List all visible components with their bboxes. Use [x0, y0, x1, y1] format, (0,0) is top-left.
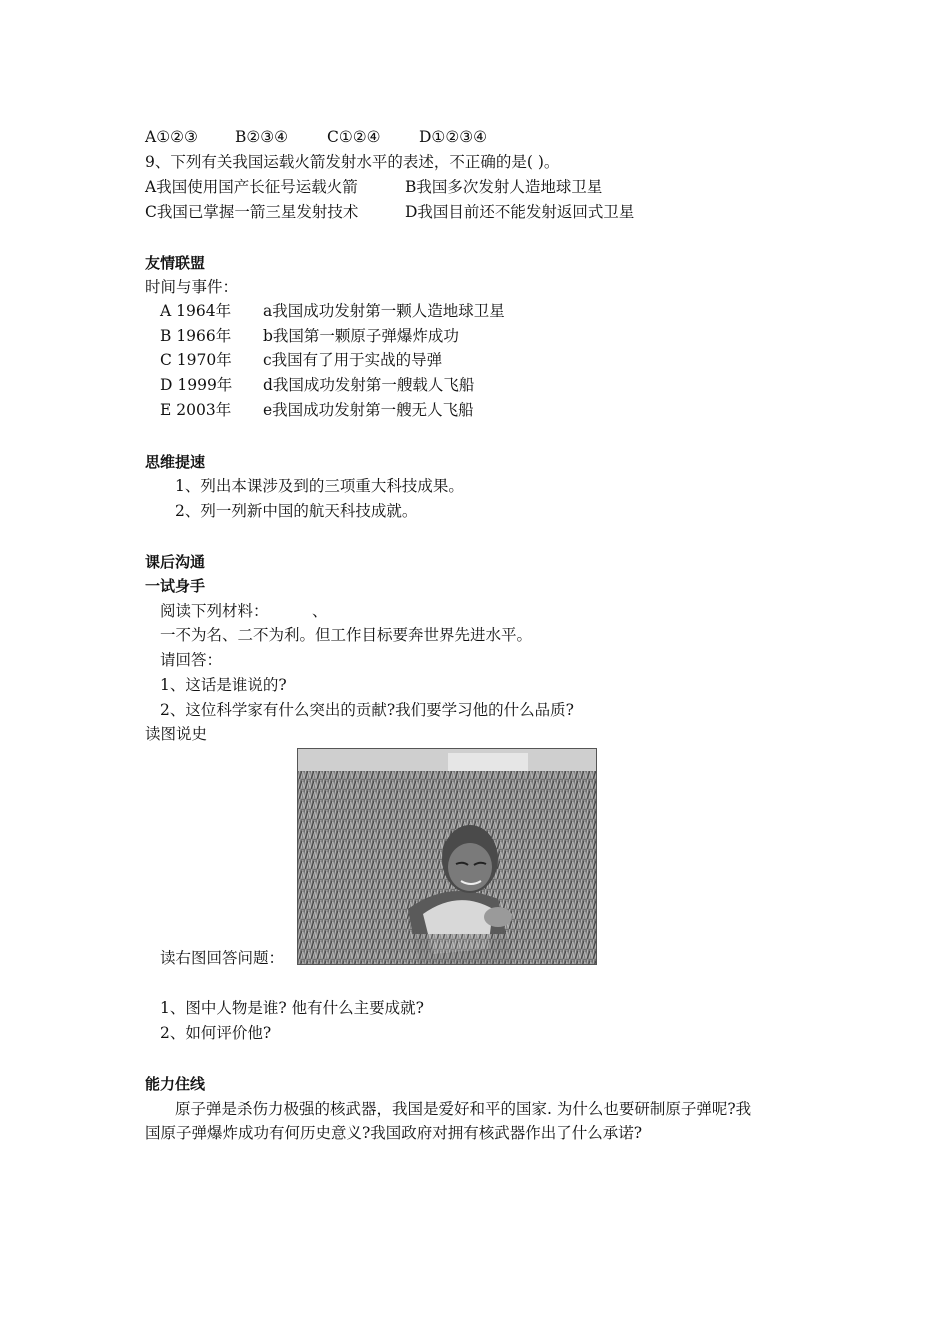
- scientist-in-rice-field-photo: [297, 748, 597, 965]
- q8-option-a: A①②③: [145, 128, 198, 146]
- q8-option-d: D①②③④: [419, 128, 488, 146]
- friendship-year: C 1970年: [160, 351, 232, 369]
- after-class-question-1: 1、这话是谁说的?: [160, 676, 287, 694]
- thinking-item-1: 1、列出本课涉及到的三项重大科技成果。: [175, 477, 464, 495]
- friendship-year: D 1999年: [160, 376, 233, 394]
- thinking-heading: 思维提速: [145, 453, 206, 471]
- friendship-event: d我国成功发射第一艘载人飞船: [263, 376, 475, 394]
- after-class-heading: 课后沟通: [145, 553, 206, 571]
- friendship-row: [160, 398, 474, 422]
- photo-illustration: [298, 749, 596, 964]
- friendship-event: a我国成功发射第一颗人造地球卫星: [263, 302, 505, 320]
- ability-heading: 能力住线: [145, 1075, 206, 1093]
- picture-history-heading: 读图说史: [145, 725, 208, 743]
- q9-option-d: D我国目前还不能发射返回式卫星: [405, 203, 635, 221]
- read-material-label: [160, 599, 328, 623]
- ability-paragraph-line-2: 国原子弹爆炸成功有何历史意义?我国政府对拥有核武器作出了什么承诺?: [145, 1124, 643, 1142]
- q9-options-row2: [145, 200, 635, 224]
- q9-option-b: B我国多次发射人造地球卫星: [405, 178, 603, 196]
- friendship-event: e我国成功发射第一艘无人飞船: [263, 401, 474, 419]
- ability-paragraph-line-1: 原子弹是杀伤力极强的核武器，我国是爱好和平的国家. 为什么也要研制原子弹呢?我: [175, 1100, 752, 1118]
- friendship-heading: 友情联盟: [145, 254, 206, 272]
- q8-option-b: B②③④: [235, 128, 289, 146]
- friendship-row: [160, 324, 459, 348]
- q9-option-c: C我国已掌握一箭三星发射技术: [145, 203, 359, 221]
- friendship-year: A 1964年: [160, 302, 232, 320]
- friendship-row: [160, 373, 475, 397]
- friendship-year: E 2003年: [160, 401, 232, 419]
- read-label: 阅读下列材料：: [160, 602, 269, 620]
- friendship-row: [160, 348, 443, 372]
- friendship-event: b我国第一颗原子弹爆炸成功: [263, 327, 459, 345]
- q9-options-row1: [145, 175, 603, 199]
- q8-option-c: C①②④: [327, 128, 381, 146]
- quote-text: 一不为名、二不为利。但工作目标要奔世界先进水平。: [160, 626, 533, 644]
- after-class-question-2: 2、这位科学家有什么突出的贡献?我们要学习他的什么品质?: [160, 701, 574, 719]
- friendship-row: [160, 299, 505, 323]
- thinking-item-2: 2、列一列新中国的航天科技成就。: [175, 502, 418, 520]
- picture-question-1: 1、图中人物是谁? 他有什么主要成就?: [160, 999, 424, 1017]
- read-mark: 、: [312, 602, 328, 620]
- friendship-intro: 时间与事件：: [145, 278, 239, 296]
- picture-prompt: 读右图回答问题：: [160, 949, 285, 967]
- q9-option-a: A我国使用国产长征号运载火箭: [145, 178, 358, 196]
- friendship-year: B 1966年: [160, 327, 232, 345]
- friendship-event: c我国有了用于实战的导弹: [263, 351, 443, 369]
- answer-prompt: 请回答：: [160, 651, 223, 669]
- picture-question-2: 2、如何评价他?: [160, 1024, 272, 1042]
- try-it-heading: 一试身手: [145, 577, 206, 595]
- q9-stem: 9、下列有关我国运载火箭发射水平的表述，不正确的是( )。: [145, 153, 560, 171]
